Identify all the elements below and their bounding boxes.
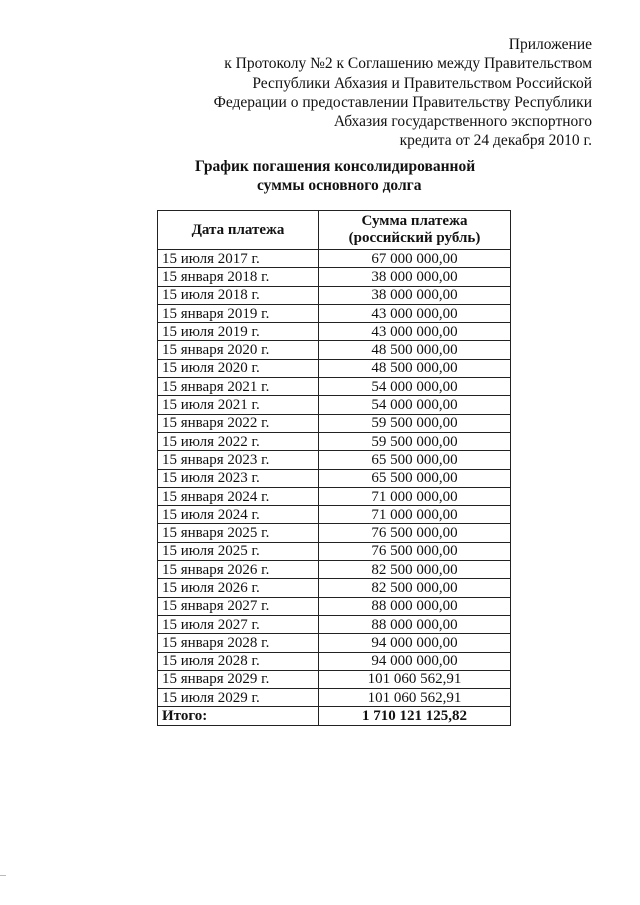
table-row [158, 469, 511, 487]
payment-amount-cell: 101 060 562,91 [319, 670, 511, 688]
payment-amount-cell: 94 000 000,00 [319, 652, 511, 670]
payment-date-cell: 15 января 2023 г. [158, 451, 319, 469]
table-row [158, 561, 511, 579]
payment-amount-cell: 43 000 000,00 [319, 304, 511, 322]
payment-date-cell: 15 января 2029 г. [158, 670, 319, 688]
table-row [158, 341, 511, 359]
payment-date-cell: 15 июля 2024 г. [158, 506, 319, 524]
total-row [158, 707, 511, 725]
payment-amount-cell: 48 500 000,00 [319, 359, 511, 377]
table-row [158, 378, 511, 396]
table-header-row [158, 211, 511, 250]
payment-date-cell: 15 января 2027 г. [158, 597, 319, 615]
payment-date-cell: 15 января 2019 г. [158, 304, 319, 322]
payment-amount-cell: 59 500 000,00 [319, 432, 511, 450]
table-row [158, 432, 511, 450]
annex-line: Федерации о предоставлении Правительству Республики [213, 93, 592, 111]
table-row [158, 652, 511, 670]
payment-date-cell: 15 июля 2018 г. [158, 286, 319, 304]
payment-date-cell: 15 июля 2022 г. [158, 432, 319, 450]
payment-amount-cell: 65 500 000,00 [319, 451, 511, 469]
schedule-title-line2: суммы основного долга [257, 176, 422, 194]
table-row [158, 451, 511, 469]
payment-amount-cell: 54 000 000,00 [319, 378, 511, 396]
annex-line: Республики Абхазия и Правительством Российской [252, 74, 592, 92]
payment-date-cell: 15 июля 2026 г. [158, 579, 319, 597]
annex-line: к Протоколу №2 к Соглашению между Правительством [224, 55, 592, 73]
table-row [158, 670, 511, 688]
payment-date-cell: 15 января 2018 г. [158, 268, 319, 286]
annex-heading [214, 35, 592, 151]
table-row [158, 359, 511, 377]
schedule-title [195, 158, 495, 195]
payment-schedule-table [157, 210, 511, 726]
table-row [158, 414, 511, 432]
payment-date-cell: 15 июля 2021 г. [158, 396, 319, 414]
payment-amount-cell: 67 000 000,00 [319, 250, 511, 268]
annex-line: Абхазия государственного экспортного [333, 113, 592, 131]
payment-date-cell: 15 июля 2027 г. [158, 615, 319, 633]
table-row [158, 250, 511, 268]
payment-amount-cell: 48 500 000,00 [319, 341, 511, 359]
table-row [158, 323, 511, 341]
payment-date-cell: 15 июля 2023 г. [158, 469, 319, 487]
payment-amount-cell: 38 000 000,00 [319, 286, 511, 304]
payment-date-cell: 15 января 2025 г. [158, 524, 319, 542]
payment-date-cell: 15 июля 2020 г. [158, 359, 319, 377]
payment-amount-cell: 59 500 000,00 [319, 414, 511, 432]
table-row [158, 506, 511, 524]
schedule-title-line1: График погашения консолидированной [195, 158, 476, 175]
header-date: Дата платежа [158, 211, 319, 250]
payment-amount-cell: 88 000 000,00 [319, 615, 511, 633]
table-row [158, 286, 511, 304]
payment-amount-cell: 76 500 000,00 [319, 542, 511, 560]
payment-date-cell: 15 января 2022 г. [158, 414, 319, 432]
payment-amount-cell: 76 500 000,00 [319, 524, 511, 542]
table-row [158, 689, 511, 707]
scan-margin-mark [0, 875, 6, 876]
payment-date-cell: 15 июля 2017 г. [158, 250, 319, 268]
payment-amount-cell: 43 000 000,00 [319, 323, 511, 341]
annex-line: Приложение [508, 36, 592, 53]
table-row [158, 396, 511, 414]
table-row [158, 542, 511, 560]
payment-date-cell: 15 июля 2025 г. [158, 542, 319, 560]
payment-date-cell: 15 января 2024 г. [158, 487, 319, 505]
table-row [158, 579, 511, 597]
table-row [158, 304, 511, 322]
payment-amount-cell: 88 000 000,00 [319, 597, 511, 615]
table-row [158, 487, 511, 505]
header-amount [319, 211, 511, 250]
total-amount: 1 710 121 125,82 [319, 707, 511, 725]
payment-amount-cell: 65 500 000,00 [319, 469, 511, 487]
payment-amount-cell: 94 000 000,00 [319, 634, 511, 652]
table-row [158, 524, 511, 542]
total-label: Итого: [158, 707, 319, 725]
payment-date-cell: 15 июля 2028 г. [158, 652, 319, 670]
payment-amount-cell: 54 000 000,00 [319, 396, 511, 414]
payment-amount-cell: 71 000 000,00 [319, 506, 511, 524]
annex-line: кредита от 24 декабря 2010 г. [399, 132, 592, 150]
table-row [158, 597, 511, 615]
payment-amount-cell: 38 000 000,00 [319, 268, 511, 286]
payment-date-cell: 15 января 2020 г. [158, 341, 319, 359]
payment-date-cell: 15 января 2028 г. [158, 634, 319, 652]
table-row [158, 634, 511, 652]
payment-date-cell: 15 июля 2019 г. [158, 323, 319, 341]
payment-amount-cell: 82 500 000,00 [319, 579, 511, 597]
payment-amount-cell: 101 060 562,91 [319, 689, 511, 707]
payment-amount-cell: 82 500 000,00 [319, 561, 511, 579]
header-amount-line1: Сумма платежа [361, 213, 468, 229]
table-row [158, 268, 511, 286]
payment-date-cell: 15 января 2026 г. [158, 561, 319, 579]
table-row [158, 615, 511, 633]
header-amount-line2: (российский рубль) [348, 230, 481, 246]
payment-date-cell: 15 июля 2029 г. [158, 689, 319, 707]
payment-date-cell: 15 января 2021 г. [158, 378, 319, 396]
payment-amount-cell: 71 000 000,00 [319, 487, 511, 505]
